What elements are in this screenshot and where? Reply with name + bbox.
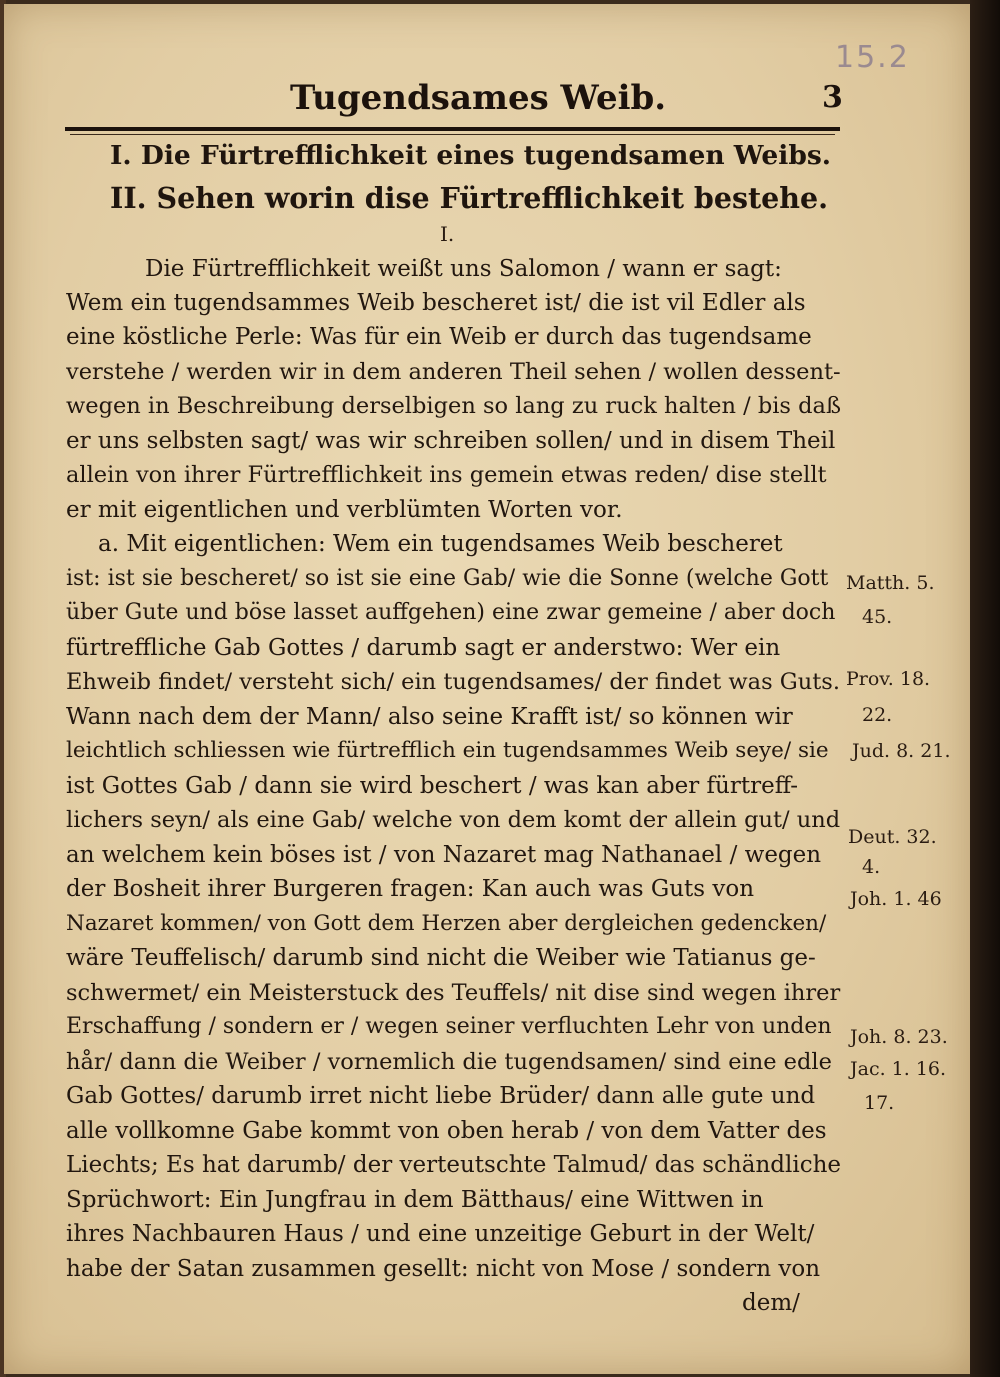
text-line: Wem ein tugendsammes Weib bescheret ist/ die ist vil Edler als: [66, 290, 806, 316]
text-line: Sprüchwort: Ein Jungfrau in dem Bätthaus/ eine Wittwen in: [66, 1187, 764, 1213]
text-line: ist: ist sie bescheret/ so ist sie eine Gab/ wie die Sonne (welche Gott: [66, 566, 829, 591]
text-line: fürtreffliche Gab Gottes / darumb sagt er anderstwo: Wer ein: [66, 635, 781, 661]
margin-reference: 22.: [862, 704, 893, 726]
text-line: Die Fürtrefflichkeit weißt uns Salomon / wann er sagt:: [145, 256, 782, 282]
text-line: allein von ihrer Fürtrefflichkeit ins gemein etwas reden/ dise stellt: [66, 462, 827, 488]
text-line: er uns selbsten sagt/ was wir schreiben sollen/ und in disem Theil: [66, 428, 836, 454]
margin-reference: Matth. 5.: [846, 572, 935, 594]
margin-reference: Jud. 8. 21.: [852, 740, 951, 762]
text-line: Nazaret kommen/ von Gott dem Herzen aber dergleichen gedencken/: [66, 911, 827, 936]
book-binding-edge: [970, 0, 1000, 1377]
margin-reference: Deut. 32.: [848, 826, 937, 848]
running-title: Tugendsames Weib.: [290, 78, 667, 118]
page-number: 3: [822, 80, 843, 115]
text-line: schwermet/ ein Meisterstuck des Teuffels/ nit dise sind wegen ihrer: [66, 980, 841, 1006]
margin-reference: Jac. 1. 16.: [850, 1058, 947, 1080]
heading-part-one: I. Die Fürtrefflichkeit eines tugendsamen Weibs.: [110, 140, 832, 171]
text-line: ist Gottes Gab / dann sie wird beschert / was kan aber fürtreff-: [66, 773, 799, 799]
text-line: habe der Satan zusammen gesellt: nicht von Mose / sondern von: [66, 1256, 821, 1282]
text-line: ihres Nachbauren Haus / und eine unzeitige Geburt in der Welt/: [66, 1221, 815, 1247]
text-line: Wann nach dem der Mann/ also seine Krafft ist/ so können wir: [66, 704, 793, 730]
text-line: Gab Gottes/ darumb irret nicht liebe Brüder/ dann alle gute und: [66, 1083, 816, 1109]
text-line: hår/ dann die Weiber / vornemlich die tugendsamen/ sind eine edle: [66, 1049, 832, 1075]
header-rule-thin: [70, 134, 835, 135]
pencil-annotation: 15.2: [835, 40, 910, 75]
text-line: wegen in Beschreibung derselbigen so lang zu ruck halten / bis daß: [66, 393, 841, 419]
text-line: lichers seyn/ als eine Gab/ welche von dem komt der allein gut/ und: [66, 807, 841, 833]
text-line: alle vollkomne Gabe kommt von oben herab / von dem Vatter des: [66, 1118, 827, 1144]
header-rule: [65, 127, 840, 131]
margin-reference: Prov. 18.: [846, 668, 931, 690]
text-line: über Gute und böse lasset auffgehen) eine zwar gemeine / aber doch: [66, 600, 836, 625]
text-line: Ehweib findet/ versteht sich/ ein tugendsames/ der findet was Guts.: [66, 669, 840, 695]
text-line: leichtlich schliessen wie fürtrefflich ein tugendsammes Weib seye/ sie: [66, 738, 829, 763]
text-line: a. Mit eigentlichen: Wem ein tugendsames Weib bescheret: [98, 531, 783, 557]
text-line: der Bosheit ihrer Burgeren fragen: Kan auch was Guts von: [66, 876, 755, 902]
text-line: eine köstliche Perle: Was für ein Weib er durch das tugendsame: [66, 324, 812, 350]
text-line: an welchem kein böses ist / von Nazaret mag Nathanael / wegen: [66, 842, 822, 868]
section-numeral: I.: [440, 222, 455, 246]
margin-reference: 4.: [862, 856, 881, 878]
text-line: Erschaffung / sondern er / wegen seiner verfluchten Lehr von unden: [66, 1014, 832, 1039]
heading-part-two: II. Sehen worin dise Fürtrefflichkeit bestehe.: [110, 181, 829, 215]
margin-reference: Joh. 1. 46: [850, 888, 942, 910]
text-line: Liechts; Es hat darumb/ der verteutschte Talmud/ das schändliche: [66, 1152, 842, 1178]
margin-reference: 17.: [864, 1092, 895, 1114]
text-line: wäre Teuffelisch/ darumb sind nicht die Weiber wie Tatianus ge-: [66, 945, 816, 971]
margin-reference: 45.: [862, 606, 893, 628]
text-line: verstehe / werden wir in dem anderen Theil sehen / wollen dessent-: [66, 359, 841, 385]
margin-reference: Joh. 8. 23.: [850, 1026, 948, 1048]
text-line: er mit eigentlichen und verblümten Worten vor.: [66, 497, 623, 523]
catchword: dem/: [742, 1290, 800, 1316]
